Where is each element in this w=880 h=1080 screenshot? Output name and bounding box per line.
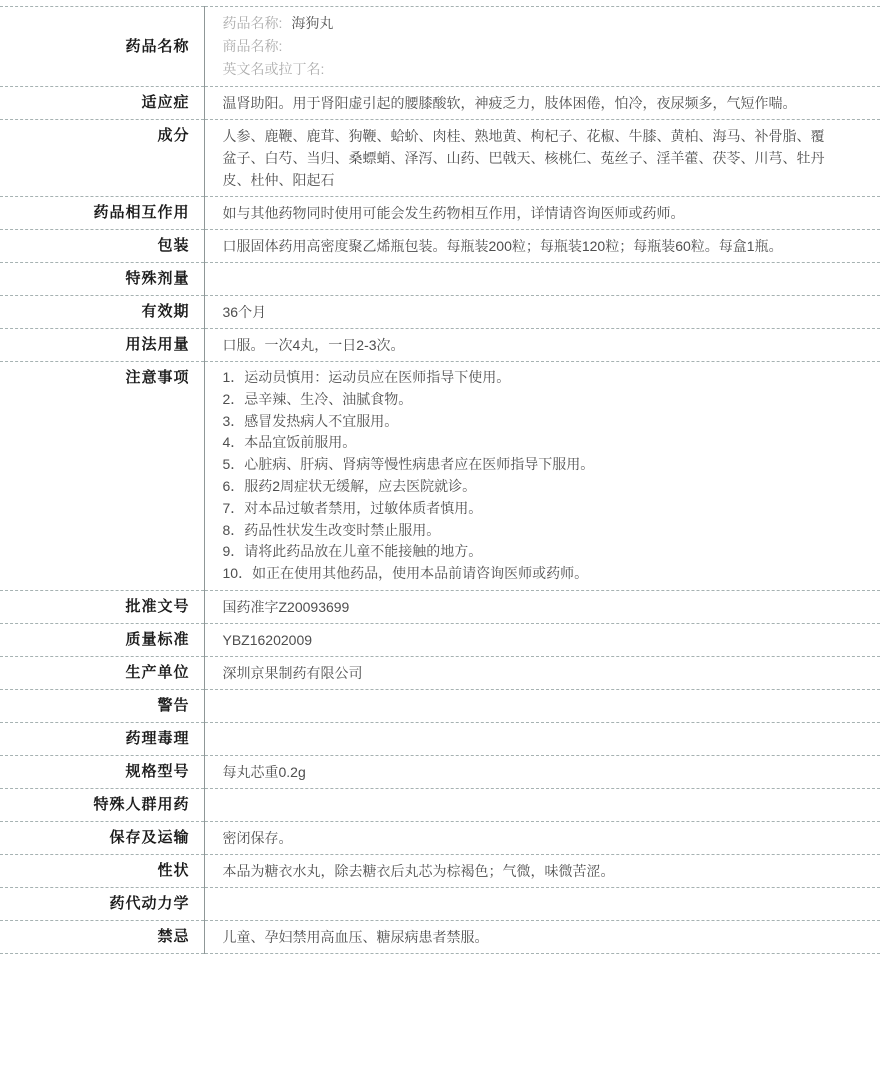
row-indications: [0, 87, 880, 120]
row-ingredients: [0, 120, 880, 197]
row-content-ingredients: 人参、鹿鞭、鹿茸、狗鞭、蛤蚧、肉桂、熟地黄、枸杞子、花椒、牛膝、黄柏、海马、补骨脂、覆盆子、白芍、当归、桑螵蛸、泽泻、山药、巴戟天、核桃仁、菟丝子、淫羊藿、茯苓、川芎、牡丹皮、杜仲、阳起石: [204, 120, 880, 197]
precaution-item: 2．忌辛辣、生冷、油腻食物。: [222, 390, 413, 407]
row-packaging: [0, 230, 880, 263]
row-usage-dosage: [0, 329, 880, 362]
row-contraindications: [0, 920, 880, 953]
row-content-storage-transport: 密闭保存。: [204, 821, 880, 854]
row-content-approval-number: 国药准字Z20093699: [204, 590, 880, 623]
row-label-pharmacokinetics: 药代动力学: [0, 887, 204, 920]
row-content-specification: 每丸芯重0.2g: [204, 755, 880, 788]
row-label-storage-transport: 保存及运输: [0, 821, 204, 854]
row-label-warning: 警告: [0, 689, 204, 722]
row-shelf-life: [0, 296, 880, 329]
row-label-special-populations: 特殊人群用药: [0, 788, 204, 821]
row-approval-number: [0, 590, 880, 623]
row-manufacturer: [0, 656, 880, 689]
row-label-properties: 性状: [0, 854, 204, 887]
field-generic-name-label: 药品名称:: [222, 15, 283, 31]
field-generic-name: [223, 12, 839, 35]
row-specification: [0, 755, 880, 788]
row-drug-interactions: [0, 197, 880, 230]
precaution-item: 7．对本品过敏者禁用，过敏体质者慎用。: [222, 499, 483, 516]
row-label-pharmacology-toxicology: 药理毒理: [0, 722, 204, 755]
row-content-precautions: [204, 362, 880, 591]
field-english-name: [223, 58, 839, 81]
row-content-packaging: 口服固体药用高密度聚乙烯瓶包装。每瓶装200粒；每瓶装120粒；每瓶装60粒。每盒1瓶。: [204, 230, 880, 263]
precaution-item: 10．如正在使用其他药品，使用本品前请咨询医师或药师。: [222, 565, 589, 582]
row-content-contraindications: 儿童、孕妇禁用高血压、糖尿病患者禁服。: [204, 920, 880, 953]
precaution-item: 5．心脏病、肝病、肾病等慢性病患者应在医师指导下服用。: [222, 456, 595, 473]
row-label-special-dosage: 特殊剂量: [0, 263, 204, 296]
field-generic-name-value: 海狗丸: [291, 15, 334, 31]
row-label-precautions: 注意事项: [0, 362, 204, 591]
row-content-properties: 本品为糖衣水丸，除去糖衣后丸芯为棕褐色；气微，味微苦涩。: [204, 854, 880, 887]
drug-info-table: [0, 6, 880, 954]
row-label-ingredients: 成分: [0, 120, 204, 197]
row-precautions: [0, 362, 880, 591]
row-content-quality-standard: YBZ16202009: [204, 623, 880, 656]
row-pharmacokinetics: [0, 887, 880, 920]
row-warning: [0, 689, 880, 722]
row-drug-name: [0, 7, 880, 87]
row-label-specification: 规格型号: [0, 755, 204, 788]
row-label-drug-name: 药品名称: [0, 7, 204, 87]
precaution-item: 4．本品宜饭前服用。: [222, 434, 357, 451]
row-label-contraindications: 禁忌: [0, 920, 204, 953]
precaution-item: 1．运动员慎用：运动员应在医师指导下使用。: [222, 369, 511, 385]
row-content-pharmacology-toxicology: [204, 722, 880, 755]
row-quality-standard: [0, 623, 880, 656]
row-label-quality-standard: 质量标准: [0, 623, 204, 656]
row-label-packaging: 包装: [0, 230, 204, 263]
row-pharmacology-toxicology: [0, 722, 880, 755]
row-label-drug-interactions: 药品相互作用: [0, 197, 204, 230]
row-content-pharmacokinetics: [204, 887, 880, 920]
field-english-name-label: 英文名或拉丁名:: [222, 61, 325, 77]
row-content-drug-interactions: 如与其他药物同时使用可能会发生药物相互作用，详情请咨询医师或药师。: [204, 197, 880, 230]
field-trade-name-label: 商品名称:: [222, 38, 283, 54]
field-trade-name: [223, 35, 839, 58]
row-special-dosage: [0, 263, 880, 296]
row-content-warning: [204, 689, 880, 722]
row-content-manufacturer: 深圳京果制药有限公司: [204, 656, 880, 689]
precaution-item: 3．感冒发热病人不宜服用。: [222, 412, 399, 429]
row-content-drug-name: [204, 7, 880, 87]
row-label-manufacturer: 生产单位: [0, 656, 204, 689]
row-properties: [0, 854, 880, 887]
row-label-approval-number: 批准文号: [0, 590, 204, 623]
row-special-populations: [0, 788, 880, 821]
row-content-special-populations: [204, 788, 880, 821]
row-label-indications: 适应症: [0, 87, 204, 120]
precaution-item: 9．请将此药品放在儿童不能接触的地方。: [222, 543, 483, 560]
row-content-shelf-life: 36个月: [204, 296, 880, 329]
row-label-shelf-life: 有效期: [0, 296, 204, 329]
precaution-item: 8．药品性状发生改变时禁止服用。: [222, 521, 441, 538]
row-storage-transport: [0, 821, 880, 854]
precaution-item: 6．服药2周症状无缓解，应去医院就诊。: [222, 477, 477, 494]
row-content-usage-dosage: 口服。一次4丸，一日2-3次。: [204, 329, 880, 362]
row-label-usage-dosage: 用法用量: [0, 329, 204, 362]
row-content-special-dosage: [204, 263, 880, 296]
row-content-indications: 温肾助阳。用于肾阳虚引起的腰膝酸软，神疲乏力，肢体困倦，怕冷，夜尿频多，气短作喘。: [204, 87, 880, 120]
